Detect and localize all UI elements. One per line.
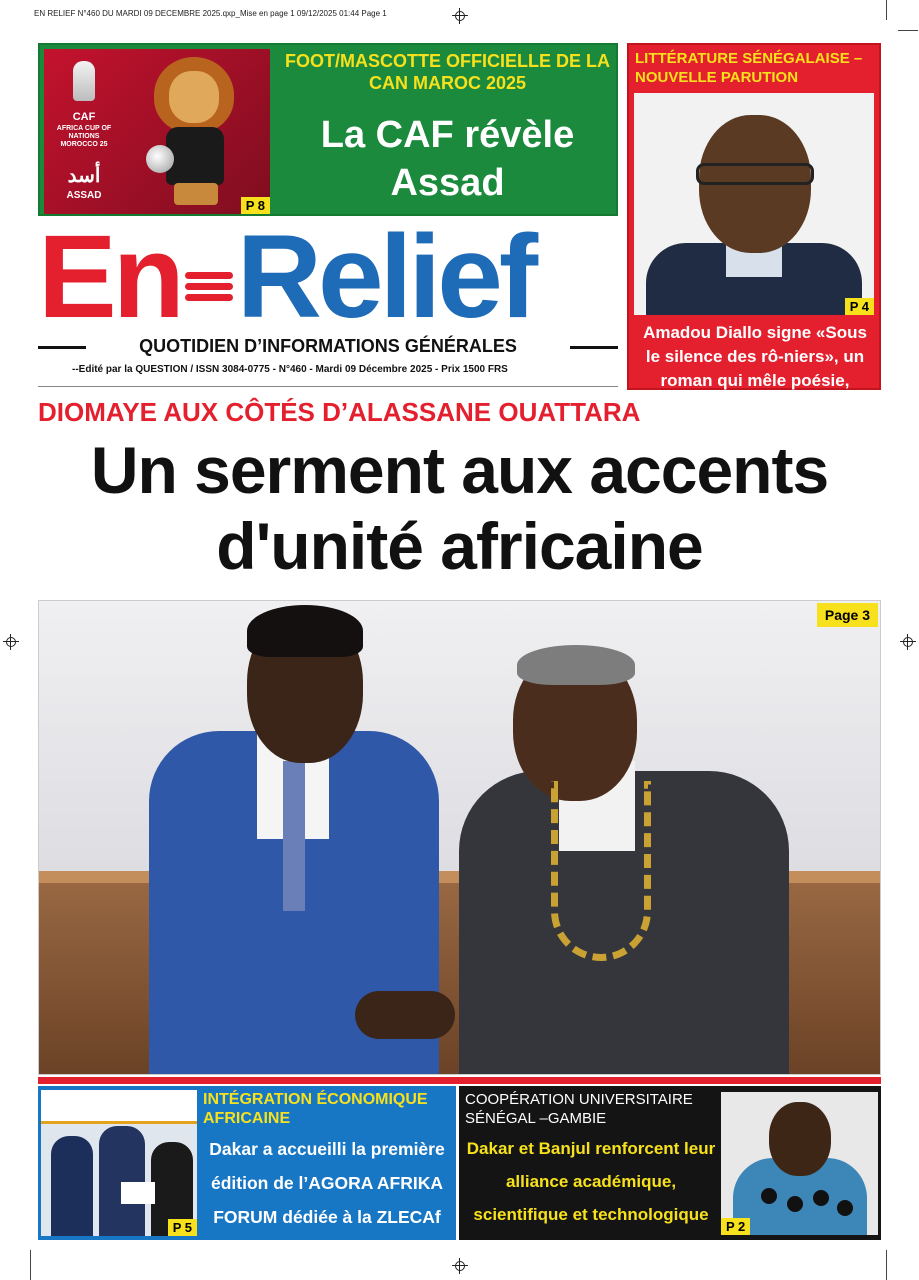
crop-mark: [898, 30, 918, 31]
waves-icon: [185, 266, 233, 306]
handshake-icon: [355, 991, 455, 1039]
story-body: Dakar et Banjul renforcent leur alliance académique, scientifique et technologique: [466, 1139, 716, 1224]
crop-mark: [886, 1250, 887, 1280]
lion-mascot-icon: [144, 57, 254, 207]
story-senegal-gambie[interactable]: [459, 1086, 881, 1240]
medal-chain-icon: [551, 781, 651, 961]
story-kicker: COOPÉRATION UNIVERSITAIRE SÉNÉGAL –GAMBIE: [465, 1091, 693, 1127]
caf-brand: CAF: [72, 111, 96, 123]
registration-mark-left: [3, 634, 19, 650]
microphone-icon: [787, 1196, 803, 1212]
promo-body: Amadou Diallo signe «Sous le silence des rô-niers», un roman qui mêle poésie, mémoire et drame: [643, 323, 867, 414]
story-kicker: INTÉGRATION ÉCONOMIQUE AFRICAINE: [203, 1091, 428, 1127]
main-kicker: DIOMAYE AUX CÔTÉS D’ALASSANE OUATTARA: [38, 397, 641, 427]
tagline: QUOTIDIEN D’INFORMATIONS GÉNÉRALES: [38, 336, 618, 358]
edition-info: --Edité par la QUESTION / ISSN 3084-0775 - N°460 - Mardi 09 Décembre 2025 - Prix 1500 FRS: [72, 364, 508, 375]
mascot-name: ASSAD: [66, 190, 102, 201]
main-headline[interactable]: [38, 432, 881, 584]
promo-literature[interactable]: [627, 43, 881, 414]
divider-bar: [38, 1077, 881, 1084]
glasses-icon: [696, 163, 814, 185]
promo-headline: La CAF révèle Assad: [320, 114, 575, 204]
mascot-image: [44, 49, 270, 214]
page-badge: P 4: [845, 298, 874, 315]
headline-line: d'unité africaine: [216, 509, 703, 583]
promo-kicker: FOOT/MASCOTTE OFFICIELLE DE LA CAN MAROC 2025: [285, 51, 610, 93]
forum-photo: [41, 1090, 197, 1236]
promo-kicker: LITTÉRATURE SÉNÉGALAISE – NOUVELLE PARUTION: [635, 50, 863, 86]
crop-mark: [886, 0, 887, 20]
microphone-icon: [813, 1190, 829, 1206]
mascot-arabic-name: أسد: [67, 165, 101, 187]
headline-line: Un serment aux accents: [90, 433, 829, 507]
trophy-icon: [73, 61, 95, 101]
registration-mark-top: [452, 8, 468, 24]
newspaper-logo: [38, 211, 618, 343]
page-badge: P 8: [241, 197, 270, 214]
story-agora-afrika[interactable]: [38, 1086, 456, 1240]
main-photo[interactable]: [38, 600, 881, 1075]
microphone-icon: [761, 1188, 777, 1204]
page-badge: Page 3: [817, 603, 878, 627]
can-badge: [52, 61, 116, 201]
divider: [38, 386, 618, 387]
registration-mark-right: [900, 634, 916, 650]
microphone-icon: [837, 1200, 853, 1216]
promo-can-mascot[interactable]: [38, 43, 618, 216]
crop-mark: [30, 1250, 31, 1280]
story-body: Dakar a accueilli la première édition de l’AGORA AFRIKA FORUM dédiée à la ZLECAf: [209, 1139, 445, 1227]
speaker-photo: [721, 1092, 878, 1235]
caf-subtitle: AFRICA CUP OF NATIONS MOROCCO 25: [56, 125, 112, 148]
print-slug: EN RELIEF N°460 DU MARDI 09 DECEMBRE 2025.qxp_Mise en page 1 09/12/2025 01:44 Page 1: [34, 9, 387, 18]
page-badge: P 5: [168, 1219, 197, 1236]
logo-en: En: [38, 211, 181, 343]
masthead: [38, 211, 618, 388]
author-portrait: [634, 93, 874, 315]
registration-mark-bottom: [452, 1258, 468, 1274]
page-badge: P 2: [721, 1218, 750, 1235]
logo-relief: Relief: [236, 211, 535, 343]
